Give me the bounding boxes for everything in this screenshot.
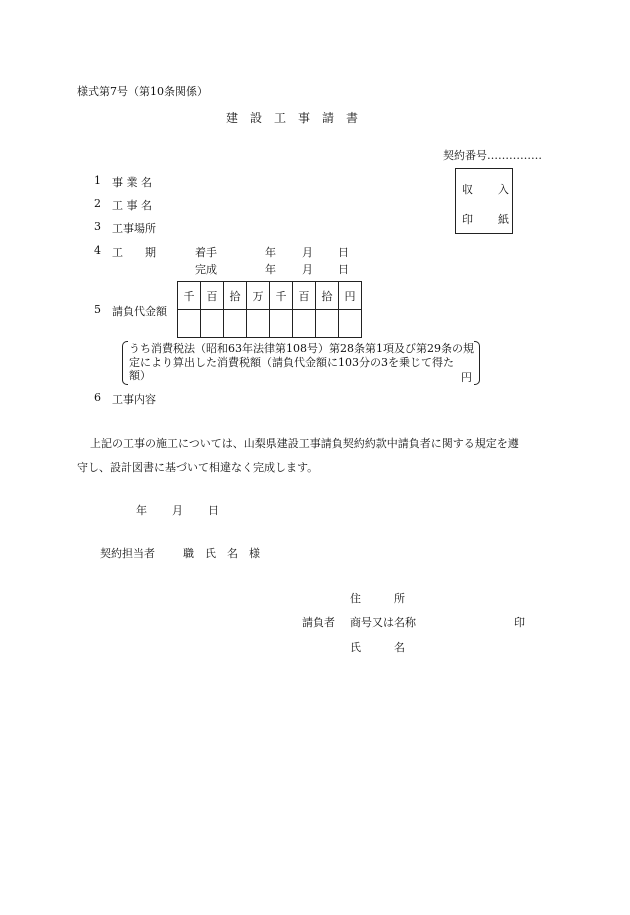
amount-value-cell[interactable] [316,310,339,338]
amount-value-cell[interactable] [293,310,316,338]
amount-header-cell: 円 [339,282,362,310]
amount-header-cell: 千 [270,282,293,310]
amount-value-cell[interactable] [178,310,201,338]
item-2-work-name-label: 工 事 名 [112,199,152,212]
period-start-month: 月 [302,246,313,259]
stamp-char-bl: 印 [462,213,473,226]
stamp-char-br: 紙 [498,213,509,226]
item-1-number: 1 [94,174,101,187]
amount-header-cell: 百 [201,282,224,310]
amount-value-cell[interactable] [339,310,362,338]
contract-number-label: 契約番号 [443,149,487,162]
contractor-seal-mark: 印 [514,616,525,629]
period-start-year: 年 [265,246,276,259]
amount-value-cell[interactable] [201,310,224,338]
contractor-company-label: 商号又は名称 [350,616,416,629]
revenue-stamp-box [455,168,513,234]
contractor-label: 請負者 [302,616,335,629]
bracket-left [122,341,128,385]
stamp-char-tl: 収 [462,183,473,196]
amount-header-cell: 万 [247,282,270,310]
stamp-char-tr: 入 [498,183,509,196]
amount-header-cell: 千 [178,282,201,310]
consumption-tax-note [122,341,480,385]
amount-header-cell: 百 [293,282,316,310]
amount-value-cell[interactable] [270,310,293,338]
date-year: 年 [136,504,147,517]
item-5-amount-label: 請負代金額 [112,305,167,318]
tax-note-text [129,342,474,383]
item-6-work-content-label: 工事内容 [112,393,156,406]
amount-value-cell[interactable] [224,310,247,338]
pledge-text-line-2: 守し、設計図書に基づいて相違なく完成します。 [77,461,319,474]
contractor-address-label: 住 所 [350,592,405,605]
addressee-name: 職 氏 名 様 [183,547,260,560]
period-start-label: 着手 [195,246,217,259]
tax-note-line-1: うち消費税法（昭和63年法律第108号）第28条第1項及び第29条の規 [129,342,474,355]
document-title: 建 設 工 事 請 書 [226,111,359,125]
date-day: 日 [208,504,219,517]
item-1-project-name-label: 事 業 名 [112,176,152,189]
tax-note-yen-unit: 円 [461,371,472,384]
tax-note-line-2: 定により算出した消費税額（請負代金額に103分の3を乗じて得た [129,355,454,369]
period-end-label: 完成 [195,263,217,276]
item-3-number: 3 [94,220,101,233]
contractor-name-label: 氏 名 [350,641,405,654]
amount-header-cell: 拾 [224,282,247,310]
item-5-number: 5 [94,303,101,316]
item-3-work-location-label: 工事場所 [112,222,156,235]
item-4-period-label: 工 期 [112,246,156,259]
pledge-text-line-1: 上記の工事の施工については、山梨県建設工事請負契約約款中請負者に関する規定を遵 [90,437,519,450]
period-end-year: 年 [265,263,276,276]
contract-number-field[interactable] [443,147,542,163]
item-4-number: 4 [94,244,101,257]
amount-value-row [178,310,362,338]
amount-header-cell: 拾 [316,282,339,310]
item-2-number: 2 [94,197,101,210]
amount-value-cell[interactable] [247,310,270,338]
amount-header-row [178,282,362,310]
date-month: 月 [172,504,183,517]
period-end-day: 日 [338,263,349,276]
form-number-label: 様式第7号（第10条関係） [77,85,208,98]
tax-note-line-3: 額） [129,369,151,382]
item-6-number: 6 [94,391,101,404]
period-start-day: 日 [338,246,349,259]
addressee-role: 契約担当者 [100,547,155,560]
contract-amount-table [177,281,362,338]
contract-number-dots: …………… [487,149,542,162]
period-end-month: 月 [302,263,313,276]
bracket-right [474,341,480,385]
